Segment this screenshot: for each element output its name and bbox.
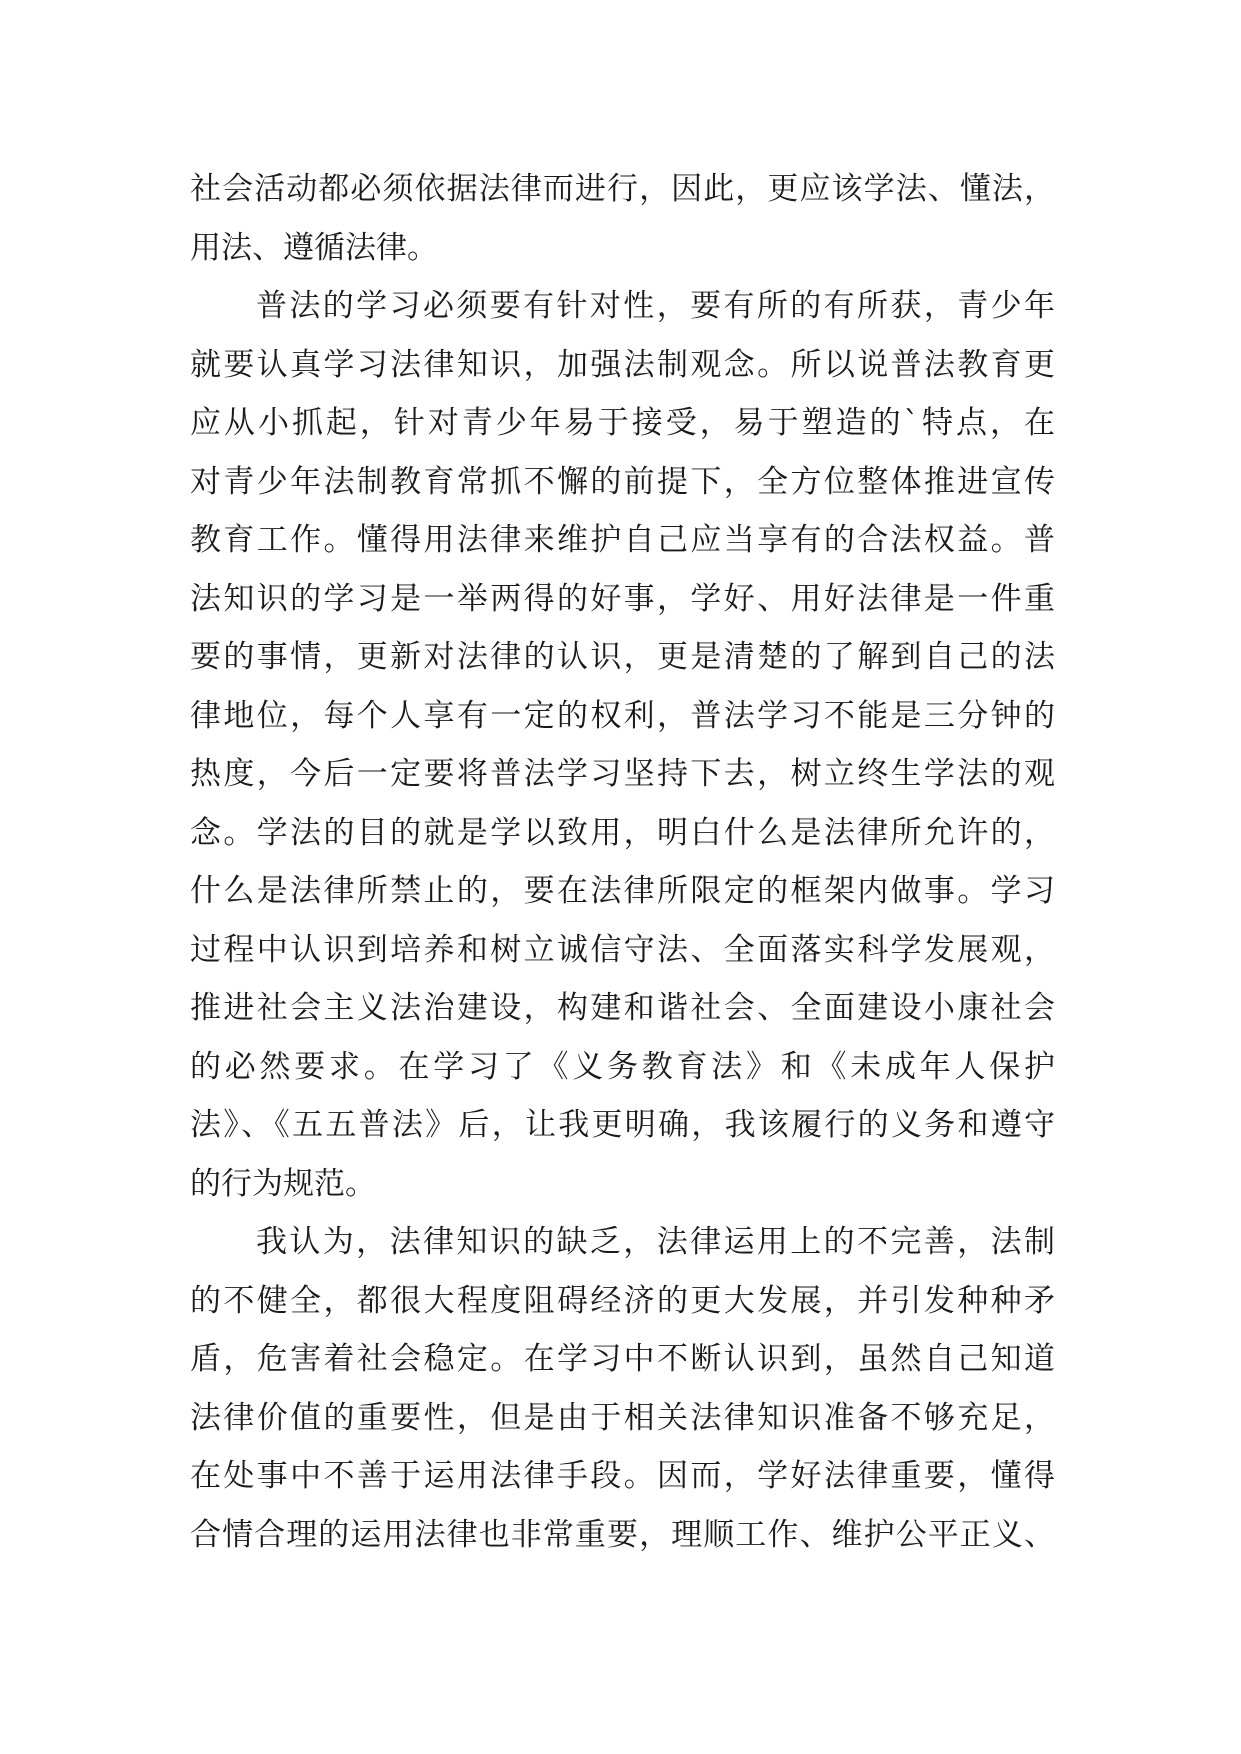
text-line: 什么是法律所禁止的，要在法律所限定的框架内做事。学习 <box>190 873 1055 909</box>
text-line: 对青少年法制教育常抓不懈的前提下，全方位整体推进宣传 <box>190 463 1055 500</box>
text-line: 的必然要求。在学习了《义务教育法》和《未成年人保护 <box>190 1048 1055 1085</box>
text-line: 应从小抓起，针对青少年易于接受，易于塑造的`特点，在 <box>190 405 1055 441</box>
text-line: 的不健全，都很大程度阻碍经济的更大发展，并引发种种矛 <box>190 1282 1055 1319</box>
text-line: 社会活动都必须依据法律而进行，因此，更应该学法、懂法， <box>190 171 1055 207</box>
text-line: 我认为，法律知识的缺乏，法律运用上的不完善，法制 <box>256 1224 1055 1260</box>
text-line: 教育工作。懂得用法律来维护自己应当享有的合法权益。普 <box>190 522 1055 558</box>
text-line: 合情合理的运用法律也非常重要，理顺工作、维护公平正义、 <box>190 1516 1055 1553</box>
text-line: 推进社会主义法治建设，构建和谐社会、全面建设小康社会 <box>190 990 1055 1026</box>
text-line: 律地位，每个人享有一定的权利，普法学习不能是三分钟的 <box>190 697 1055 734</box>
text-line: 法》、《五五普法》后，让我更明确，我该履行的义务和遵守 <box>190 1107 1055 1143</box>
text-line: 盾，危害着社会稳定。在学习中不断认识到，虽然自己知道 <box>190 1341 1055 1377</box>
text-line: 过程中认识到培养和树立诚信守法、全面落实科学发展观， <box>190 931 1055 968</box>
document-body-text <box>190 160 1055 1564</box>
text-line: 用法、遵循法律。 <box>190 229 438 266</box>
text-line: 的行为规范。 <box>190 1165 376 1202</box>
text-line: 就要认真学习法律知识，加强法制观念。所以说普法教育更 <box>190 346 1055 383</box>
text-line: 要的事情，更新对法律的认识，更是清楚的了解到自己的法 <box>190 639 1055 675</box>
text-line: 念。学法的目的就是学以致用，明白什么是法律所允许的， <box>190 814 1055 851</box>
text-line: 法律价值的重要性，但是由于相关法律知识准备不够充足， <box>190 1399 1055 1436</box>
text-line: 在处事中不善于运用法律手段。因而，学好法律重要，懂得 <box>190 1458 1055 1494</box>
text-line: 普法的学习必须要有针对性，要有所的有所获，青少年 <box>256 288 1055 324</box>
text-line: 法知识的学习是一举两得的好事，学好、用好法律是一件重 <box>190 580 1055 617</box>
text-line: 热度，今后一定要将普法学习坚持下去，树立终生学法的观 <box>190 756 1055 792</box>
